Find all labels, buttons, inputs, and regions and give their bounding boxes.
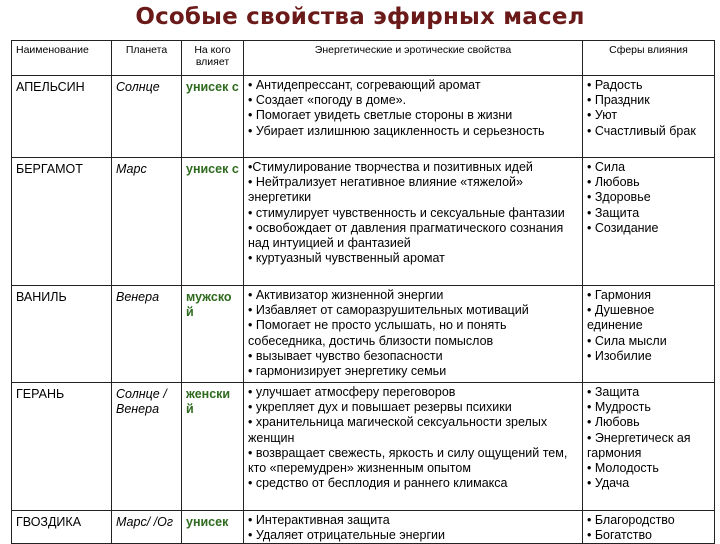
property-item: • Нейтрализует негативное влияние «тяжелой» энергетики bbox=[248, 175, 523, 205]
page-title: Особые свойства эфирных масел bbox=[135, 4, 585, 30]
oil-target: женски й bbox=[182, 383, 244, 511]
sphere-item: • Сила мысли bbox=[587, 333, 667, 348]
sphere-item: • Созидание bbox=[587, 220, 659, 235]
property-item: • стимулирует чувственность и сексуальные фантазии bbox=[248, 205, 565, 220]
oil-target: унисек с bbox=[182, 158, 244, 286]
oil-planet: Солнце bbox=[112, 76, 182, 158]
oil-name: ГЕРАНЬ bbox=[12, 383, 112, 511]
oil-target: унисек с bbox=[182, 76, 244, 158]
property-item: • освобождает от давления прагматического сознания над интуицией и фантазией bbox=[248, 220, 564, 251]
oil-properties bbox=[244, 76, 583, 158]
property-item: • Помогает не просто услышать, но и понять собеседника, достичь близости помыслов bbox=[248, 318, 507, 348]
oil-spheres bbox=[583, 511, 715, 544]
property-item: • Активизатор жизненной энергии bbox=[248, 288, 444, 302]
sphere-item: • Любовь bbox=[587, 175, 640, 190]
sphere-item: • Праздник bbox=[587, 93, 650, 108]
oil-planet: Марс bbox=[112, 158, 182, 286]
header-name: Наименование bbox=[12, 41, 112, 76]
property-item: • укрепляет дух и повышает резервы психики bbox=[248, 400, 512, 415]
property-item: • хранительница магической сексуальности зрелых женщин bbox=[248, 415, 548, 445]
oil-planet: Солнце /Венера bbox=[112, 383, 182, 511]
sphere-item: • Мудрость bbox=[587, 400, 651, 415]
property-item: • Избавляет от саморазрушительных мотиваций bbox=[248, 303, 529, 318]
header-props: Энергетические и эротические свойства bbox=[244, 41, 583, 76]
oil-spheres bbox=[583, 158, 715, 286]
oil-planet: Венера bbox=[112, 286, 182, 383]
oil-properties bbox=[244, 158, 583, 286]
oils-table bbox=[11, 40, 715, 544]
table-row bbox=[12, 76, 715, 158]
property-item: • возвращает свежесть, яркость и силу ощущений тем, кто «перемудрен» жизненным опытом bbox=[248, 445, 568, 476]
oil-spheres bbox=[583, 286, 715, 383]
property-item: • Убирает излишнюю зацикленность и серьезность bbox=[248, 123, 545, 138]
property-item: • Помогает увидеть светлые стороны в жизни bbox=[248, 108, 513, 123]
oil-spheres bbox=[583, 76, 715, 158]
sphere-item: • Уют bbox=[587, 108, 618, 123]
sphere-item: • Гармония bbox=[587, 288, 652, 302]
oil-name: ГВОЗДИКА bbox=[12, 511, 112, 544]
oil-planet: Марс/ /Ог bbox=[112, 511, 182, 544]
oil-properties bbox=[244, 286, 583, 383]
header-who: На кого влияет bbox=[182, 41, 244, 76]
sphere-item: • Душевное единение bbox=[587, 303, 655, 333]
sphere-item: • Защита bbox=[587, 205, 640, 220]
oil-target: мужско й bbox=[182, 286, 244, 383]
sphere-item: • Защита bbox=[587, 385, 640, 399]
property-item: • гармонизирует энергетику семьи bbox=[248, 364, 447, 379]
sphere-item: • Молодость bbox=[587, 461, 659, 476]
sphere-item: • Удача bbox=[587, 476, 630, 491]
property-item: • Антидепрессант, согревающий аромат bbox=[248, 78, 481, 92]
header-row bbox=[12, 41, 715, 76]
sphere-item: • Богатство bbox=[587, 528, 652, 543]
oil-target: унисек bbox=[182, 511, 244, 544]
sphere-item: • Благородство bbox=[587, 513, 675, 527]
sphere-item: • Здоровье bbox=[587, 190, 651, 205]
property-item: • Интерактивная защита bbox=[248, 513, 390, 527]
oil-name: БЕРГАМОТ bbox=[12, 158, 112, 286]
property-item: • средство от бесплодия и раннего климакса bbox=[248, 476, 508, 491]
property-item: • Удаляет отрицательные энергии bbox=[248, 528, 445, 543]
sphere-item: • Сила bbox=[587, 160, 626, 174]
sphere-item: • Энергетическ ая гармония bbox=[587, 430, 691, 460]
property-item: •Стимулирование творчества и позитивных идей bbox=[248, 160, 533, 174]
sphere-item: • Счастливый брак bbox=[587, 123, 696, 138]
table-row bbox=[12, 286, 715, 383]
sphere-item: • Любовь bbox=[587, 415, 640, 430]
sphere-item: • Радость bbox=[587, 78, 643, 92]
sphere-item: • Изобилие bbox=[587, 348, 652, 363]
table-row bbox=[12, 158, 715, 286]
oil-name: ВАНИЛЬ bbox=[12, 286, 112, 383]
property-item: • куртуазный чувственный аромат bbox=[248, 251, 445, 266]
property-item: • улучшает атмосферу переговоров bbox=[248, 385, 456, 399]
table-row bbox=[12, 383, 715, 511]
header-planet: Планета bbox=[112, 41, 182, 76]
table-row bbox=[12, 511, 715, 544]
header-spheres: Сферы влияния bbox=[583, 41, 715, 76]
oil-properties bbox=[244, 383, 583, 511]
oil-name: АПЕЛЬСИН bbox=[12, 76, 112, 158]
property-item: • Создает «погоду в доме». bbox=[248, 93, 407, 108]
oil-spheres bbox=[583, 383, 715, 511]
property-item: • вызывает чувство безопасности bbox=[248, 348, 443, 363]
oil-properties bbox=[244, 511, 583, 544]
